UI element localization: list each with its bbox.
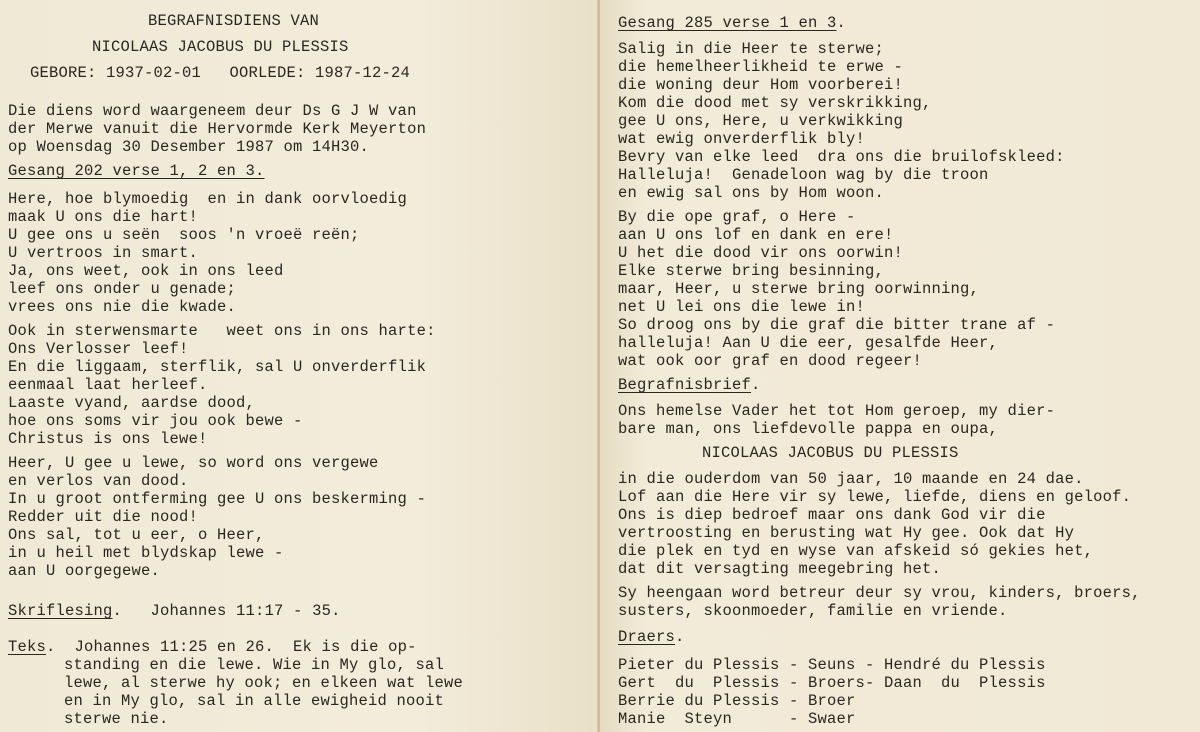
letter-deceased-name: NICOLAAS JACOBUS DU PLESSIS	[702, 444, 959, 462]
letter-line: Ons hemelse Vader het tot Hom geroep, my dier-	[618, 402, 1056, 420]
birth-death-dates: GEBORE: 1937-02-01 OORLEDE: 1987-12-24	[30, 64, 411, 82]
hymn-line: vrees ons nie die kwade.	[8, 298, 237, 316]
right-page	[600, 0, 1200, 732]
hymn-line: Ons Verlosser leef!	[8, 340, 189, 358]
hymn-line: leef ons onder u genade;	[8, 280, 237, 298]
hymn-line: Redder uit die nood!	[8, 508, 199, 526]
scripture-reference: . Johannes 11:17 - 35.	[112, 602, 341, 620]
scripture-reading	[8, 602, 341, 620]
intro-line: Die diens word waargeneem deur Ds G J W van	[8, 102, 417, 120]
letter-line: in die ouderdom van 50 jaar, 10 maande en 24 dae.	[618, 470, 1084, 488]
sermon-text-first-line: . Johannes 11:25 en 26. Ek is die op-	[46, 638, 417, 656]
hymn-line: wat ewig onverderflik bly!	[618, 130, 866, 148]
hymn-line: So droog ons by die graf die bitter trane af -	[618, 316, 1056, 334]
bearer-row: Manie Steyn - Swaer	[618, 710, 856, 728]
hymn-line: Halleluja! Genadeloon wag by die troon	[618, 166, 989, 184]
hymn-line: maak U ons die hart!	[8, 208, 199, 226]
sermon-text-line: sterwe nie.	[64, 710, 169, 728]
hymn-line: Ja, ons weet, ook in ons leed	[8, 262, 284, 280]
hymn-line: en verlos van dood.	[8, 472, 189, 490]
hymn-line: aan U oorgegewe.	[8, 562, 161, 580]
hymn-line: eenmaal laat herleef.	[8, 376, 208, 394]
hymn-line: maar, Heer, u sterwe bring oorwinning,	[618, 280, 980, 298]
program-title: BEGRAFNISDIENS VAN	[148, 12, 320, 30]
hymn-line: in u heil met blydskap lewe -	[8, 544, 284, 562]
letter-heading: Begrafnisbrief.	[618, 376, 761, 394]
hymn-line: Heer, U gee u lewe, so word ons vergewe	[8, 454, 379, 472]
hymn-line: Kom die dood met sy verskrikking,	[618, 94, 932, 112]
sermon-text-line: en in My glo, sal in alle ewigheid nooit	[64, 692, 445, 710]
bearer-row: Berrie du Plessis - Broer	[618, 692, 856, 710]
hymn-line: die woning deur Hom voorberei!	[618, 76, 904, 94]
letter-line: die plek en tyd en wyse van afskeid só gekies het,	[618, 542, 1094, 560]
hymn-line: Ons sal, tot u eer, o Heer,	[8, 526, 265, 544]
bearer-row: Gert du Plessis - Broers- Daan du Plessis	[618, 674, 1046, 692]
intro-line: op Woensdag 30 Desember 1987 om 14H30.	[8, 138, 370, 156]
hymn-line: Christus is ons lewe!	[8, 430, 208, 448]
hymn-line: Bevry van elke leed dra ons die bruilofskleed:	[618, 148, 1065, 166]
sermon-text-label: Teks	[8, 638, 47, 656]
hymn-line: Ook in sterwensmarte weet ons in ons harte:	[8, 322, 436, 340]
hymn-line: By die ope graf, o Here -	[618, 208, 856, 226]
letter-line: Lof aan die Here vir sy lewe, liefde, diens en geloof.	[618, 488, 1132, 506]
hymn-line: U het die dood vir ons oorwin!	[618, 244, 904, 262]
scripture-label: Skriflesing	[8, 602, 113, 620]
bearer-row: Pieter du Plessis - Seuns - Hendré du Plessis	[618, 656, 1046, 674]
hymn-line: die hemelheerlikheid te erwe -	[618, 58, 904, 76]
hymn-line: Salig in die Heer te sterwe;	[618, 40, 885, 58]
intro-line: der Merwe vanuit die Hervormde Kerk Meyerton	[8, 120, 427, 138]
hymn-line: Elke sterwe bring besinning,	[618, 262, 885, 280]
letter-line: Ons is diep bedroef maar ons dank God vir die	[618, 506, 1046, 524]
hymn-line: halleluja! Aan U die eer, gesalfde Heer,	[618, 334, 999, 352]
left-page	[0, 0, 598, 732]
hymn-line: hoe ons soms vir jou ook bewe -	[8, 412, 303, 430]
sermon-text-line: standing en die lewe. Wie in My glo, sal	[64, 656, 445, 674]
hymn-heading: Gesang 285 verse 1 en 3.	[618, 14, 847, 32]
bearers-heading: Draers.	[618, 628, 685, 646]
hymn-line: In u groot ontferming gee U ons beskerming -	[8, 490, 427, 508]
hymn-heading: Gesang 202 verse 1, 2 en 3.	[8, 162, 265, 180]
hymn-line: Laaste vyand, aardse dood,	[8, 394, 256, 412]
sermon-text-line: lewe, al sterwe hy ook; en elkeen wat lewe	[64, 674, 464, 692]
mourners-line: susters, skoonmoeder, familie en vriende.	[618, 602, 1008, 620]
deceased-name: NICOLAAS JACOBUS DU PLESSIS	[92, 38, 349, 56]
hymn-line: U gee ons u seën soos 'n vroeë reën;	[8, 226, 360, 244]
letter-line: vertroosting en berusting wat Hy gee. Ook dat Hy	[618, 524, 1075, 542]
hymn-line: Here, hoe blymoedig en in dank oorvloedig	[8, 190, 408, 208]
letter-line: dat dit versagting meegebring het.	[618, 560, 942, 578]
hymn-line: net U lei ons die lewe in!	[618, 298, 866, 316]
hymn-line: aan U ons lof en dank en ere!	[618, 226, 894, 244]
hymn-line: U vertroos in smart.	[8, 244, 199, 262]
sermon-text	[8, 638, 417, 656]
letter-line: bare man, ons liefdevolle pappa en oupa,	[618, 420, 999, 438]
hymn-line: wat ook oor graf en dood regeer!	[618, 352, 923, 370]
hymn-line: En die liggaam, sterflik, sal U onverderflik	[8, 358, 427, 376]
hymn-line: gee U ons, Here, u verkwikking	[618, 112, 904, 130]
hymn-line: en ewig sal ons by Hom woon.	[618, 184, 885, 202]
mourners-line: Sy heengaan word betreur deur sy vrou, kinders, broers,	[618, 584, 1141, 602]
